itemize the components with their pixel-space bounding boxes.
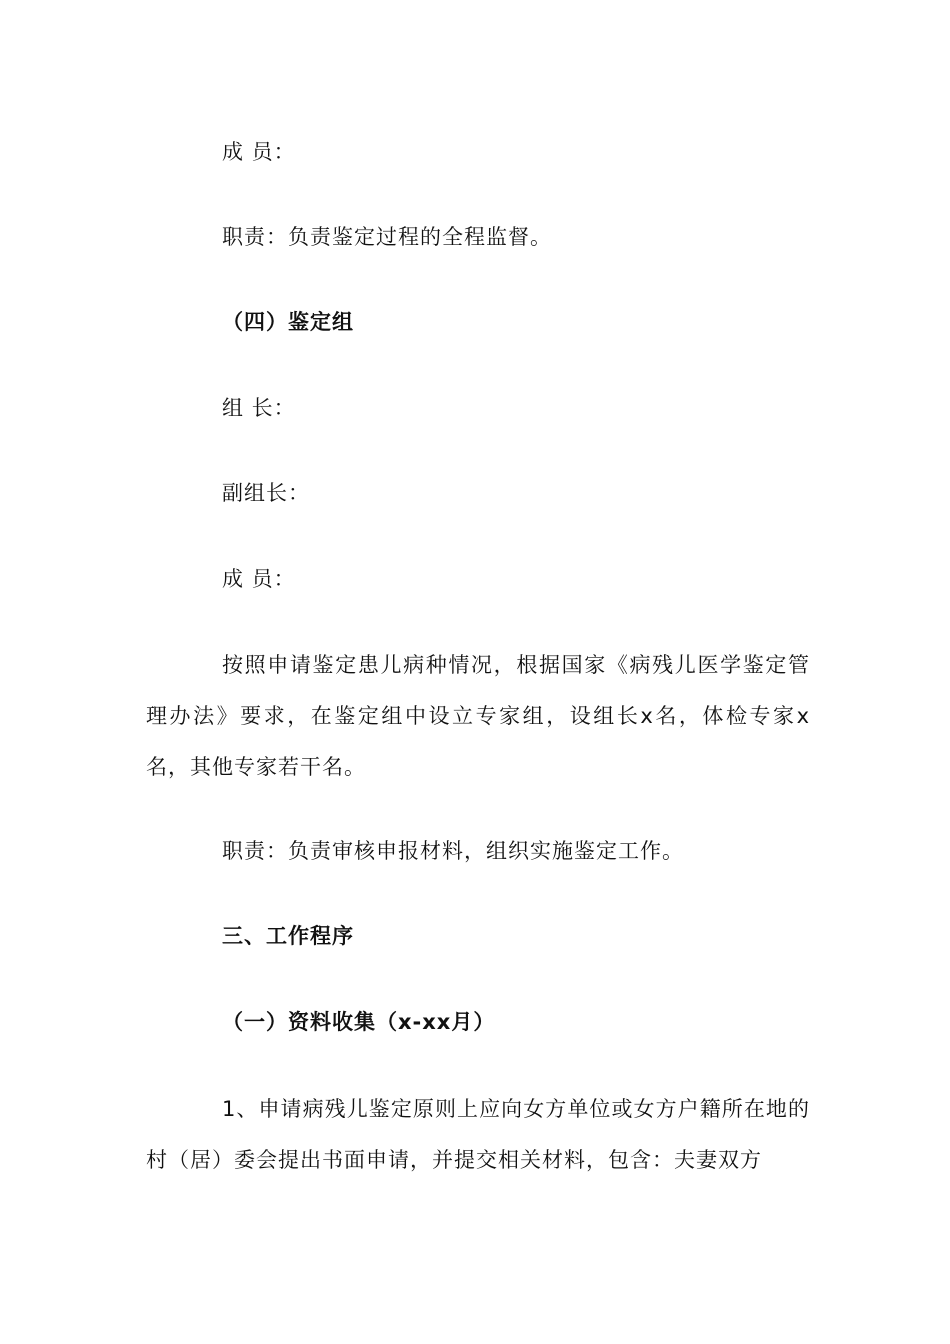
group-member-line: 成 员： (222, 567, 296, 591)
expert-group-paragraph: 按照申请鉴定患儿病种情况，根据国家《病残儿医学鉴定管理办法》要求，在鉴定组中设立专家组，设组长x名，体检专家x名，其他专家若干名。 (146, 653, 810, 779)
section-heading-procedure: 三、工作程序 (222, 924, 354, 948)
application-paragraph: 1、申请病残儿鉴定原则上应向女方单位或女方户籍所在地的村（居）委会提出书面申请，并提交相关材料，包含：夫妻双方 (146, 1097, 810, 1172)
deputy-leader-line: 副组长： (222, 481, 310, 505)
section-heading-appraisal-group: （四）鉴定组 (222, 310, 354, 334)
review-duty-line: 职责：负责审核申报材料，组织实施鉴定工作。 (222, 839, 684, 863)
subsection-heading-data-collection: （一）资料收集（x-xx月） (222, 1010, 496, 1034)
member-line: 成 员： (222, 140, 296, 164)
group-leader-line: 组 长： (222, 396, 296, 420)
supervision-duty-line: 职责：负责鉴定过程的全程监督。 (222, 225, 552, 249)
